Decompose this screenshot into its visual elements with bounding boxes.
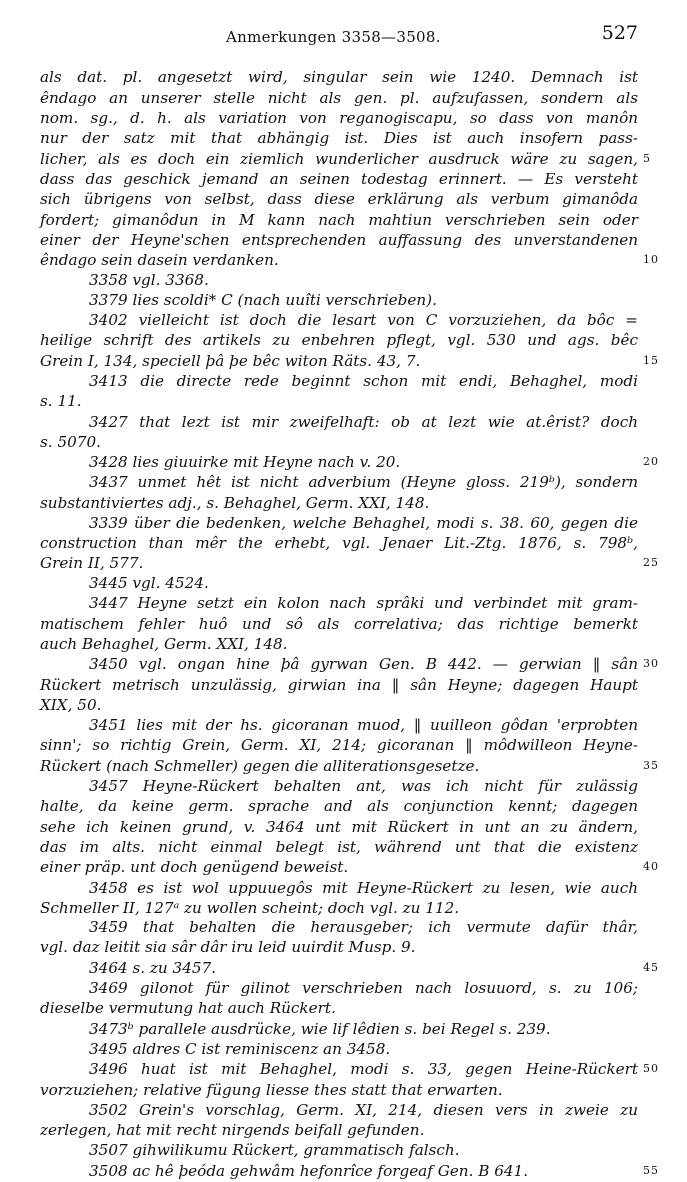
text-line: êndago an unserer stelle nicht als gen. pl. aufzufassen, sondern als [40, 89, 638, 107]
running-title: Anmerkungen 3358—3508. [226, 28, 441, 46]
text-line: XIX, 50. [40, 696, 102, 714]
text-line: nom. sg., d. h. als variation von reganogiscapu, so dass von manôn [40, 109, 638, 127]
text-line: 3402 vielleicht ist doch die lesart von C vorzuziehen, da bôc = [89, 311, 638, 329]
page-number: 527 [601, 22, 638, 44]
text-line: 3445 vgl. 4524. [89, 574, 209, 592]
text-line: 3428 lies giuuirke mit Heyne nach v. 20. [89, 453, 401, 471]
text-line: 3469 gilonot für gilinot verschrieben nach losuuord, s. zu 106; [89, 979, 638, 997]
text-line: fordert; gimanôdun in M kann nach mahtiun verschrieben sein oder [40, 211, 638, 229]
text-line: licher, als es doch ein ziemlich wunderlicher ausdruck wäre zu sagen, [40, 150, 638, 168]
text-line: als dat. pl. angesetzt wird, singular sein wie 1240. Demnach ist [40, 68, 638, 86]
text-line: substantiviertes adj., s. Behaghel, Germ. XXI, 148. [40, 494, 430, 512]
page-header [40, 22, 638, 48]
text-line: construction than mêr the erhebt, vgl. Jenaer Lit.-Ztg. 1876, s. 798ᵇ, [40, 534, 638, 552]
line-number: 15 [643, 354, 659, 367]
line-number: 35 [643, 759, 659, 772]
text-line: Grein I, 134, speciell þâ þe bêc witon Räts. 43, 7. [40, 352, 421, 370]
text-line: sich übrigens von selbst, dass diese erklärung als verbum gimanôda [40, 190, 638, 208]
text-line: vorzuziehen; relative fügung liesse thes statt that erwarten. [40, 1081, 503, 1099]
line-number: 25 [643, 556, 659, 569]
text-line: zerlegen, hat mit recht nirgends beifall gefunden. [40, 1121, 425, 1139]
line-number: 50 [643, 1062, 659, 1075]
text-line: 3507 gihwilikumu Rückert, grammatisch falsch. [89, 1141, 460, 1159]
text-line: Schmeller II, 127ᵃ zu wollen scheint; doch vgl. zu 112. [40, 899, 460, 917]
text-line: 3427 that lezt ist mir zweifelhaft: ob at lezt wie at.êrist? doch [89, 413, 638, 431]
text-line: 3508 ac hê þeóda gehwâm hefonrîce forgeaf Gen. B 641. [89, 1162, 529, 1180]
text-line: 3495 aldres C ist reminiscenz an 3458. [89, 1040, 391, 1058]
text-line: einer der Heyne'schen entsprechenden auffassung des unverstandenen [40, 231, 638, 249]
text-line: 3473ᵇ parallele ausdrücke, wie lif lêdien s. bei Regel s. 239. [89, 1020, 551, 1038]
text-line: s. 11. [40, 392, 82, 410]
line-number: 10 [643, 253, 659, 266]
text-line: Rückert metrisch unzulässig, girwian ina ‖ sân Heyne; dagegen Haupt [40, 676, 638, 694]
text-line: dieselbe vermutung hat auch Rückert. [40, 999, 336, 1017]
text-line: sinn'; so richtig Grein, Germ. XI, 214; gicoranan ‖ môdwilleon Heyne- [40, 736, 638, 754]
line-number: 20 [643, 455, 659, 468]
text-line: vgl. daz leitit sia sâr dâr iru leid uuirdit Musp. 9. [40, 938, 416, 956]
line-number: 5 [643, 152, 651, 165]
text-line: 3496 huat ist mit Behaghel, modi s. 33, gegen Heine-Rückert [89, 1060, 638, 1078]
text-line: Rückert (nach Schmeller) gegen die alliterationsgesetze. [40, 757, 480, 775]
text-line: 3459 that behalten die herausgeber; ich vermute dafür thâr, [89, 918, 638, 936]
line-number: 30 [643, 657, 659, 670]
text-line: matischem fehler huô und sô als correlativa; das richtige bemerkt [40, 615, 638, 633]
text-line: 3458 es ist wol uppuuegôs mit Heyne-Rückert zu lesen, wie auch [89, 879, 638, 897]
text-line: einer präp. unt doch genügend beweist. [40, 858, 349, 876]
line-number: 55 [643, 1164, 659, 1177]
line-number: 45 [643, 961, 659, 974]
text-line: 3457 Heyne-Rückert behalten ant, was ich nicht für zulässig [89, 777, 638, 795]
text-line: heilige schrift des artikels zu enbehren pflegt, vgl. 530 und ags. bêc [40, 331, 638, 349]
text-line: 3451 lies mit der hs. gicoranan muod, ‖ uuilleon gôdan 'erprobten [89, 716, 638, 734]
text-line: sehe ich keinen grund, v. 3464 unt mit Rückert in unt an zu ändern, [40, 818, 638, 836]
text-line: dass das geschick jemand an seinen todestag erinnert. — Es versteht [40, 170, 638, 188]
text-line: halte, da keine germ. sprache and als conjunction kennt; dagegen [40, 797, 638, 815]
text-line: 3379 lies scoldi* C (nach uuîti verschrieben). [89, 291, 437, 309]
text-line: s. 5070. [40, 433, 101, 451]
line-number: 40 [643, 860, 659, 873]
text-line: 3437 unmet hêt ist nicht adverbium (Heyne gloss. 219ᵇ), sondern [89, 473, 638, 491]
text-line: êndago sein dasein verdanken. [40, 251, 279, 269]
text-line: 3447 Heyne setzt ein kolon nach sprâki und verbindet mit gram- [89, 594, 638, 612]
text-line: 3358 vgl. 3368. [89, 271, 209, 289]
text-line: 3339 über die bedenken, welche Behaghel, modi s. 38. 60, gegen die [89, 514, 638, 532]
text-line: 3413 die directe rede beginnt schon mit endi, Behaghel, modi [89, 372, 638, 390]
text-line: 3464 s. zu 3457. [89, 959, 217, 977]
text-line: das im alts. nicht einmal belegt ist, während unt that die existenz [40, 838, 638, 856]
text-line: Grein II, 577. [40, 554, 144, 572]
text-line: nur der satz mit that abhängig ist. Dies ist auch insofern pass- [40, 129, 638, 147]
text-line: 3502 Grein's vorschlag, Germ. XI, 214, diesen vers in zweie zu [89, 1101, 638, 1119]
text-line: 3450 vgl. ongan hine þâ gyrwan Gen. B 442. — gerwian ‖ sân [89, 655, 638, 673]
text-line: auch Behaghel, Germ. XXI, 148. [40, 635, 288, 653]
